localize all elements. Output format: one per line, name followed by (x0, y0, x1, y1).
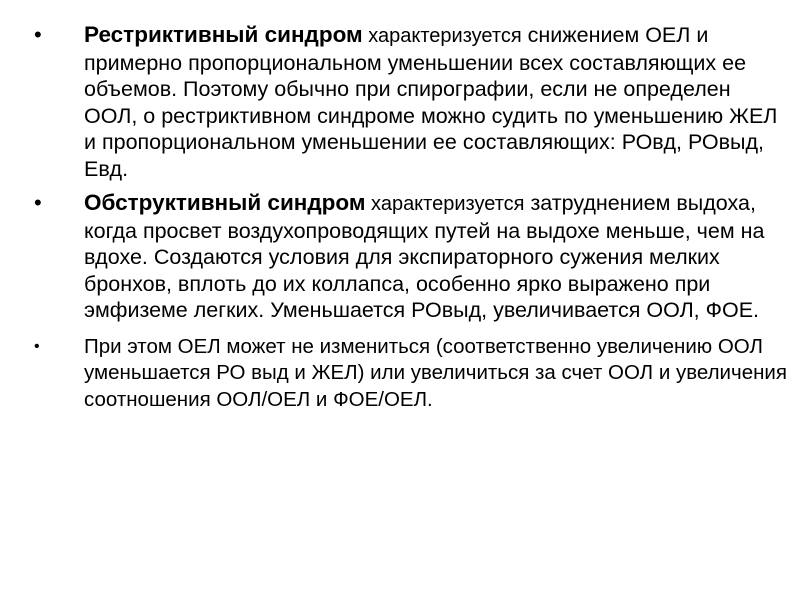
bullet-icon: • (34, 22, 42, 47)
list-item (28, 190, 788, 324)
item-text: снижением ОЕЛ и примерно пропорциональном уменьшении всех составляющих ее объемов. Поэтому обычно при спирографии, если не определен ООЛ, о рестриктивном синдроме можно судить по уменьшению ЖЕЛ и пропорциональном уменьшении ее составляющих: РОвд, РОвыд, Евд. (84, 23, 778, 181)
term-obstructive: Обструктивный синдром (84, 190, 366, 215)
bullet-icon: • (34, 190, 42, 215)
item-text: затруднением выдоха, когда просвет воздухопроводящих путей на выдохе меньше, чем на вдохе. Создаются условия для экспираторного сужения мелких бронхов, вплоть до их коллапса, особенно ярко выражено при эмфиземе легких. Уменьшается РОвыд, увеличивается ООЛ, ФОЕ. (84, 191, 765, 322)
item-text: При этом ОЕЛ может не измениться (соответственно увеличению ООЛ уменьшается РО выд и ЖЕЛ) или увеличиться за счет ООЛ и увеличения соотношения ООЛ/ОЕЛ и ФОЕ/ОЕЛ. (84, 334, 787, 411)
list-item (28, 22, 788, 182)
bullet-list (28, 22, 788, 421)
term-restrictive: Рестриктивный синдром (84, 22, 363, 47)
list-item (28, 334, 788, 414)
bullet-icon: • (34, 337, 40, 355)
lead-word: характеризуется (365, 193, 525, 215)
lead-word: характеризуется (362, 25, 522, 47)
